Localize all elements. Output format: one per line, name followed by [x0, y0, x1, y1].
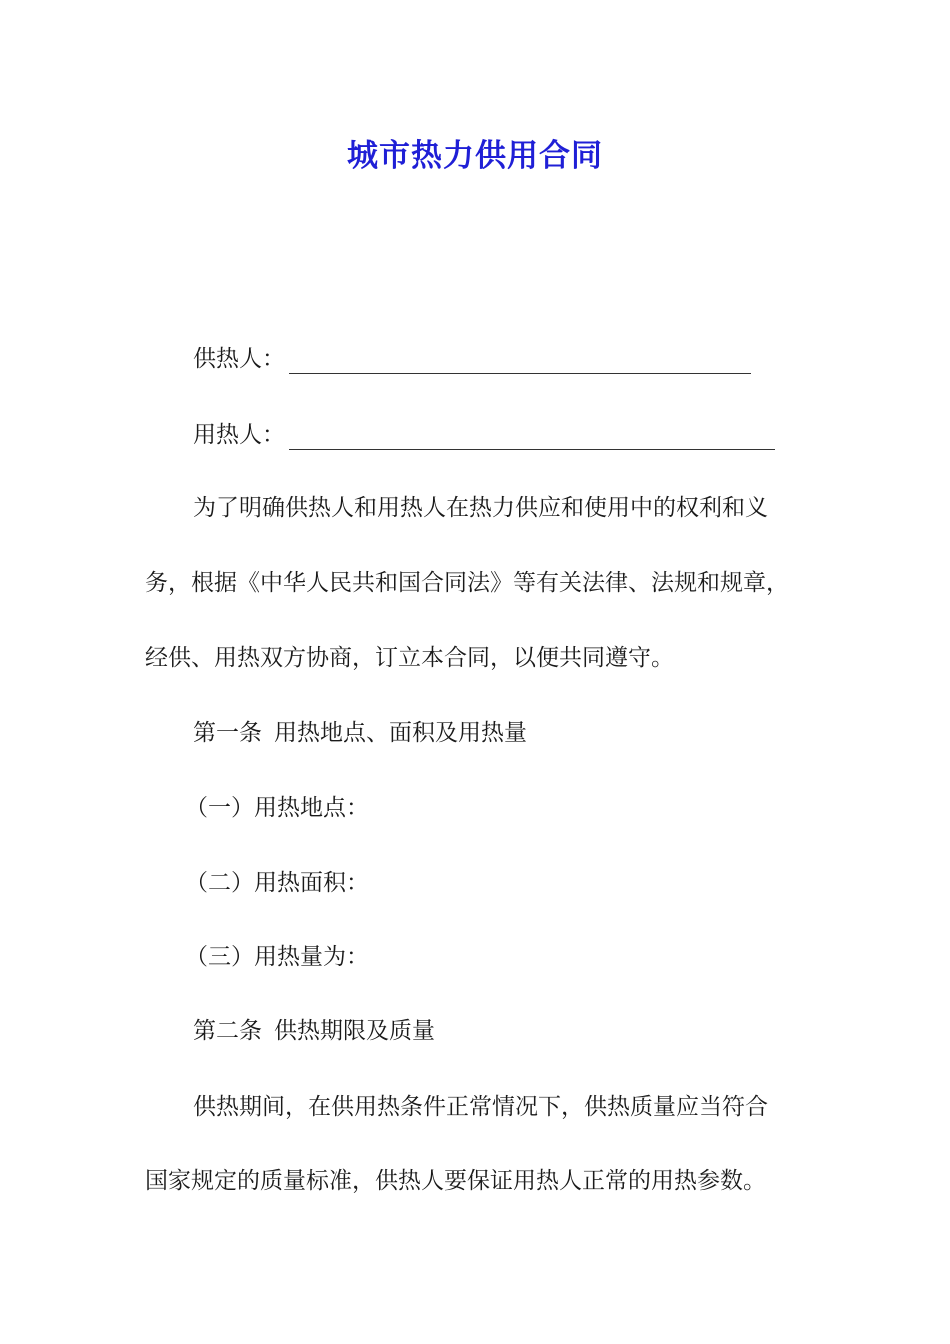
article-2-number: 第二条 [193, 1018, 262, 1044]
article-1-item-2: （二）用热面积： [185, 870, 369, 896]
preamble-line-2: 务，根据《中华人民共和国合同法》等有关法律、法规和规章， [145, 570, 789, 596]
supplier-field [193, 344, 751, 374]
consumer-field [193, 420, 775, 450]
preamble-line-3: 经供、用热双方协商，订立本合同，以便共同遵守。 [145, 645, 674, 671]
consumer-label: 用热人： [193, 422, 285, 448]
article-1-item-3: （三）用热量为： [185, 944, 369, 970]
article-2-body-line-2: 国家规定的质量标准，供热人要保证用热人正常的用热参数。 [145, 1168, 766, 1194]
article-1-item-1: （一）用热地点： [185, 795, 369, 821]
article-1-title: 用热地点、面积及用热量 [274, 720, 527, 746]
article-2-heading [193, 1016, 435, 1046]
consumer-blank-line[interactable] [289, 427, 775, 450]
supplier-blank-line[interactable] [289, 351, 751, 374]
preamble-line-1: 为了明确供热人和用热人在热力供应和使用中的权利和义 [193, 495, 768, 521]
article-1-heading [193, 718, 527, 748]
article-2-body-line-1: 供热期间，在供用热条件正常情况下，供热质量应当符合 [193, 1094, 768, 1120]
document-title: 城市热力供用合同 [347, 138, 603, 174]
article-1-number: 第一条 [193, 720, 262, 746]
supplier-label: 供热人： [193, 346, 285, 372]
article-2-title: 供热期限及质量 [274, 1018, 435, 1044]
